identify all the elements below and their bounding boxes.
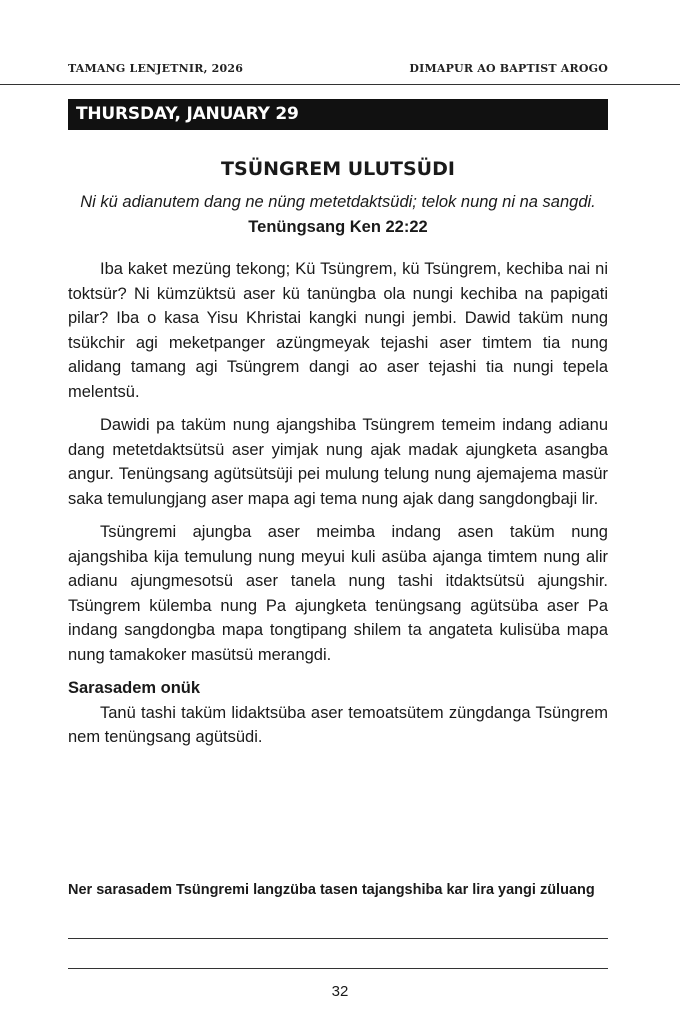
journal-prompt: Ner sarasadem Tsüngremi langzüba tasen tajangshiba kar lira yangi züluang <box>68 882 595 898</box>
date-banner: THURSDAY, JANUARY 29 <box>68 99 608 130</box>
header-rule <box>0 84 680 85</box>
paragraph-3: Tsüngremi ajungba aser meimba indang asen taküm nung ajangshiba kija temulung nung meyui kuli asüba ajanga timtem nung alir adianu ajungmesotsü aser tanela nung tashi itdaktsütsü ajungshir. Tsüngrem külemba nung Pa ajungketa tenüngsang agütsüba aser Pa indang sangdongba mapa tongtipang shilem ta angateta kulisüba mapa nung tamakoker masütsü merangdi. <box>68 523 608 664</box>
reflection-heading: Sarasadem onük <box>68 679 201 697</box>
page-number: 32 <box>331 983 349 1000</box>
verse-quote: Ni kü adianutem dang ne nüng metetdaktsüdi; telok nung ni na sangdi. <box>80 193 596 211</box>
paragraph-2: Dawidi pa taküm nung ajangshiba Tsüngrem temeim indang adianu dang metetdaktsütsü aser yimjak nung ajak madak ajungketa asangba angur. Tenüngsang agütsütsüji pei mulung telung nung ajemajema masür saka temulungjang aser mapa agi tema nung ajak dang sangdongbaji lir. <box>68 416 608 508</box>
key-verse <box>68 190 608 240</box>
writing-line-1 <box>68 938 608 939</box>
verse-reference: Tenüngsang Ken 22:22 <box>248 218 428 236</box>
header-left: TAMANG LENJETNIR, 2026 <box>68 62 244 75</box>
page-title: TSÜNGREM ULUTSÜDI <box>221 158 455 180</box>
paragraph-1: Iba kaket mezüng tekong; Kü Tsüngrem, kü Tsüngrem, kechiba nai ni toktsür? Ni kümzüktsü aser kü tanüngba ola nungi kechiba na papigati pilar? Iba o kasa Yisu Khristai kangki nungi jembi. Dawid taküm nung tsükchir agi meketpanger azüngmeyak tejashi aser timtem tia nung alidang tamang agi Tsüngrem dangi ao aser tejashi tia nungi tepela melentsü. <box>68 260 608 401</box>
header-right: DIMAPUR AO BAPTIST AROGO <box>409 62 608 75</box>
devotion-body <box>68 257 608 759</box>
writing-line-2 <box>68 968 608 969</box>
reflection-text: Tanü tashi taküm lidaktsüba aser temoatsütem züngdanga Tsüngrem nem tenüngsang agütsüdi. <box>68 703 608 746</box>
